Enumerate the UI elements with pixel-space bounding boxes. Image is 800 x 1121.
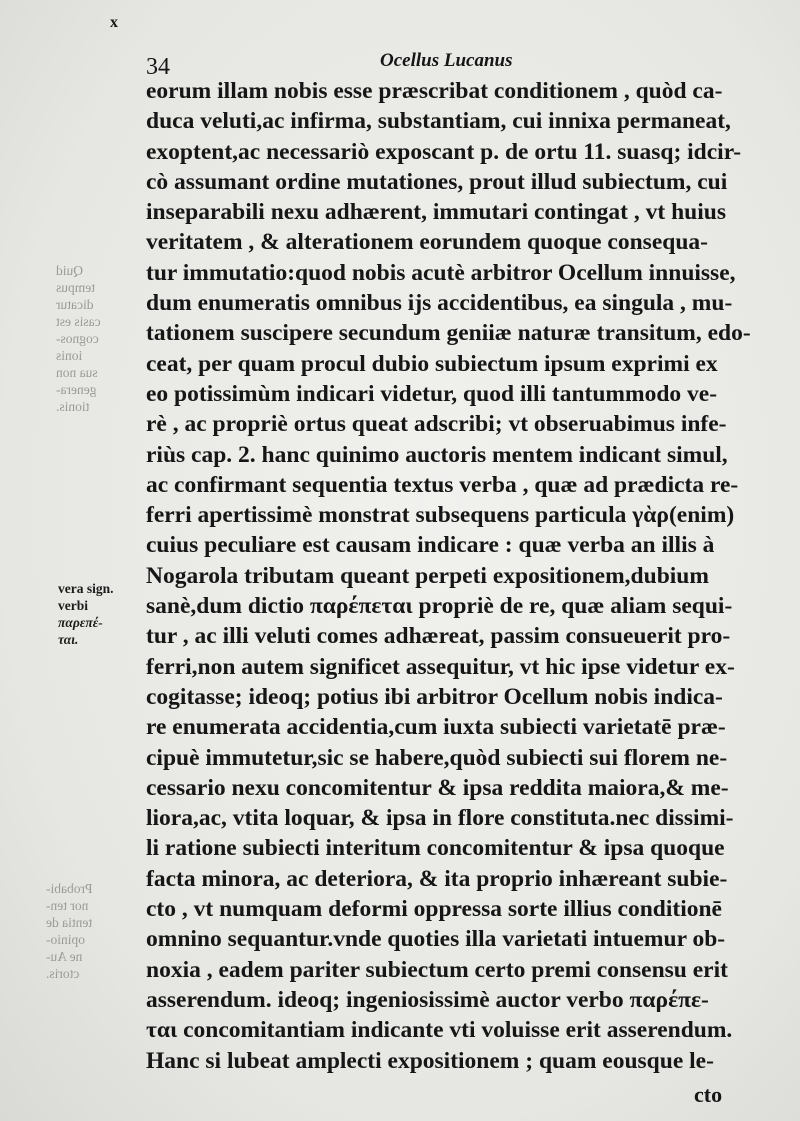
ghost-line: Quid [56, 263, 83, 278]
ghost-line: casis est [56, 314, 101, 329]
text-line: riùs cap. 2. hanc quinimo auctoris mentem indicant simul, [146, 441, 728, 468]
ghost-line: sua non [56, 365, 98, 380]
text-line: ται concomitantiam indicante vti voluisse erit asserendum. [146, 1017, 733, 1044]
text-line: li ratione subiecti interitum concomitentur & ipsa quoque [146, 835, 725, 862]
text-line: tationem suscipere secundum geniiæ naturæ transitum, edo- [146, 320, 751, 347]
text-line: re enumerata accidentia,cum iuxta subiecti varietatē præ- [146, 714, 726, 741]
text-line: sanè,dum dictio παρέπεται propriè de re, quæ aliam sequi- [146, 593, 733, 620]
text-line: cò assumant ordine mutationes, prout illud subiectum, cui [146, 168, 728, 195]
text-line: noxia , eadem pariter subiectum certo premi consensu erit [146, 956, 728, 983]
ghost-line: opinio- [46, 932, 85, 947]
text-line: liora,ac, vtita loquar, & ipsa in flore constituta.nec dissimi- [146, 805, 734, 832]
text-line: ferri apertissimè monstrat subsequens particula γὰρ(enim) [146, 502, 735, 529]
text-line: veritatem , & alterationem eorundem quoque consequa- [146, 229, 708, 256]
margin-note-line: παρεπέ- [58, 615, 103, 630]
show-through-margin-note [46, 880, 116, 982]
text-line: duca veluti,ac infirma, substantiam, cui innixa permaneat, [146, 108, 731, 135]
margin-note-line: ται. [58, 632, 79, 647]
text-line: cessario nexu concomitentur & ipsa reddita maiora,& me- [146, 774, 729, 801]
show-through-margin-note [56, 262, 120, 415]
ghost-line: tentia de [46, 915, 93, 930]
corner-mark: x [110, 14, 118, 31]
text-line: dum enumeratis omnibus ijs accidentibus, ea singula , mu- [146, 290, 733, 317]
text-line: cto , vt numquam deformi oppressa sorte illius conditionē [146, 896, 722, 923]
page-number: 34 [146, 54, 170, 80]
ghost-line: nor ten- [46, 898, 89, 913]
text-line: Nogarola tributam queant perpeti expositionem,dubium [146, 562, 709, 589]
body-text [146, 76, 772, 1076]
text-line: cipuè immutetur,sic se habere,quòd subiecti sui florem ne- [146, 744, 728, 771]
text-line: tur immutatio:quod nobis acutè arbitror Ocellum innuisse, [146, 259, 736, 286]
margin-note-line: verbi [58, 598, 88, 613]
text-line: cuius peculiare est causam indicare : quæ verba an illis à [146, 532, 715, 559]
margin-note [58, 580, 114, 648]
text-line: facta minora, ac deteriora, & ita proprio inhæreant subie- [146, 865, 728, 892]
ghost-line: ctoris. [46, 966, 80, 981]
catchword: cto [694, 1082, 723, 1107]
text-line: Hanc si lubeat amplecti expositionem ; quam eousque le- [146, 1047, 714, 1074]
text-line: ac confirmant sequentia textus verba , quæ ad prædicta re- [146, 471, 739, 498]
text-line: rè , ac propriè ortus queat adscribi; vt obseruabimus infe- [146, 411, 727, 438]
margin-note-line: vera sign. [58, 581, 114, 596]
text-line: omnino sequantur.vnde quoties illa varietati intuemur ob- [146, 926, 726, 953]
text-line: eo potissimùm indicari videtur, quod illi tantummodo ve- [146, 380, 718, 407]
ghost-line: genera- [56, 382, 97, 397]
text-line: eorum illam nobis esse præscribat conditionem , quòd ca- [146, 78, 723, 104]
ghost-line: ionis [56, 348, 83, 363]
text-line: ferri,non autem significet assequitur, vt hic ipse videtur ex- [146, 653, 735, 680]
text-line: exoptent,ac necessariò exposcant p. de ortu 11. suasq; idcir- [146, 138, 742, 165]
running-head: Ocellus Lucanus [380, 50, 513, 71]
ghost-line: tionis. [56, 399, 90, 414]
text-line: cogitasse; ideoq; potius ibi arbitror Ocellum nobis indica- [146, 683, 723, 710]
text-line: ceat, per quam procul dubio subiectum ipsum exprimi ex [146, 350, 718, 377]
ghost-line: cognos- [56, 331, 99, 346]
ghost-line: dicatur [56, 297, 94, 312]
text-line: inseparabili nexu adhærent, immutari contingat , vt huius [146, 199, 726, 226]
text-line: asserendum. ideoq; ingeniosissimè auctor verbo παρέπε- [146, 986, 709, 1013]
ghost-line: ne Au- [46, 949, 83, 964]
ghost-line: tempus [56, 280, 95, 295]
text-line: tur , ac illi veluti comes adhæreat, passim consueuerit pro- [146, 623, 731, 650]
ghost-line: Probabi- [46, 881, 93, 896]
